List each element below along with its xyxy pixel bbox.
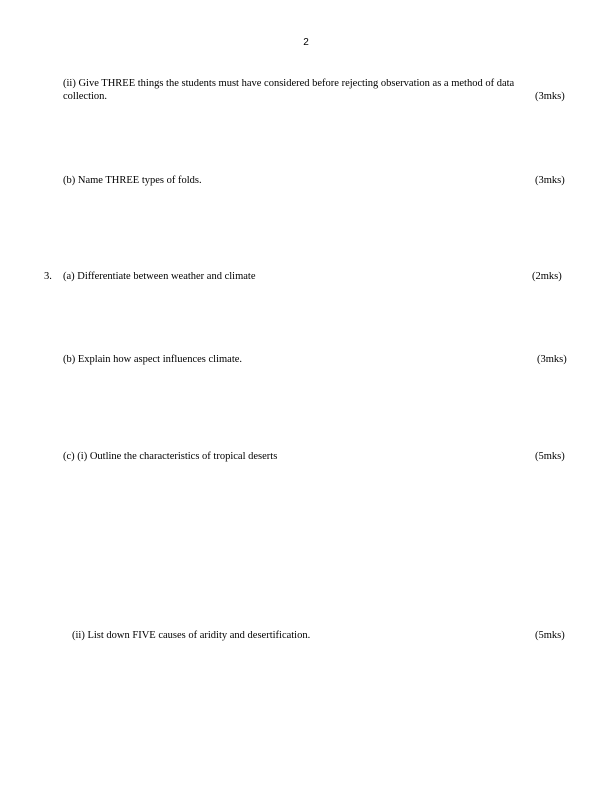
question-3c-ii-marks: (5mks) [535,630,565,641]
question-3c-ii-text: (ii) List down FIVE causes of aridity and desertification. [72,630,311,641]
page-number: 2 [303,37,309,48]
question-2a-ii-line2: collection. [63,91,108,102]
question-3a-marks: (2mks) [532,271,562,282]
question-3c-i-marks: (5mks) [535,451,565,462]
question-3a-text: (a) Differentiate between weather and climate [63,271,256,282]
question-3b-text: (b) Explain how aspect influences climate. [63,354,243,365]
question-2b-marks: (3mks) [535,175,565,186]
question-2b-text: (b) Name THREE types of folds. [63,175,202,186]
question-2a-ii-marks: (3mks) [535,91,565,102]
question-3c-i-text: (c) (i) Outline the characteristics of tropical deserts [63,451,278,462]
question-2a-ii-line1: (ii) Give THREE things the students must have considered before rejecting observation as a method of data [63,78,515,89]
question-3-number: 3. [44,271,52,282]
question-3b-marks: (3mks) [537,354,567,365]
